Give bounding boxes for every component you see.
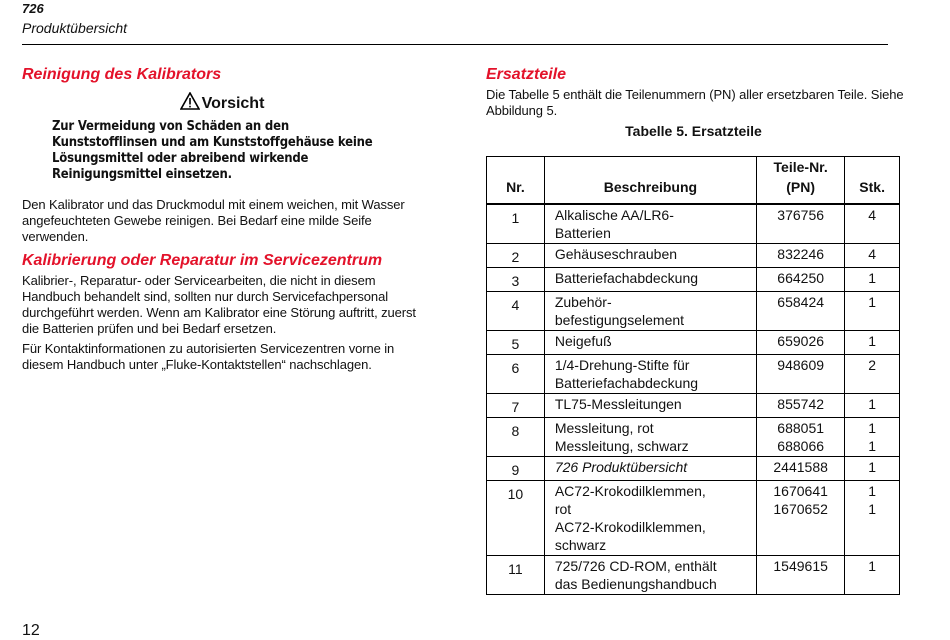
- right-column: [486, 66, 906, 139]
- table-row: [487, 355, 900, 394]
- table-row: [487, 457, 900, 481]
- description-line: Messleitung, rot: [554, 420, 654, 436]
- table-row: [487, 418, 900, 457]
- table-row: [487, 268, 900, 292]
- cell-nr: 7: [487, 394, 545, 418]
- quantity-value: 2: [868, 357, 877, 373]
- header-model: 726: [22, 1, 44, 16]
- description-line: Neigefuß: [554, 333, 612, 349]
- caution-label: Vorsicht: [201, 94, 265, 112]
- left-column: [22, 66, 422, 373]
- service-heading: Kalibrierung oder Reparatur im Servicezentrum: [22, 252, 383, 269]
- description-line: Batteriefachabdeckung: [554, 270, 699, 286]
- description-line: AC72-Krokodilklemmen,: [554, 519, 706, 535]
- description-line: das Bedienungshandbuch: [554, 576, 717, 592]
- parts-table-body: [487, 204, 900, 595]
- part-number-value: 2441588: [773, 459, 828, 475]
- table-header-row: [487, 157, 900, 205]
- parts-intro: Die Tabelle 5 enthält die Teilenummern (PN) aller ersetzbaren Teile. Siehe Abbildung 5.: [486, 87, 904, 118]
- cell-nr: 11: [487, 556, 545, 595]
- table-row: [487, 331, 900, 355]
- cell-description: [544, 244, 756, 268]
- table-row: [487, 292, 900, 331]
- caution-heading: [22, 92, 422, 115]
- part-number-value: 658424: [777, 294, 825, 310]
- cell-quantity: [845, 244, 900, 268]
- parts-table: [486, 156, 900, 595]
- cell-description: [544, 355, 756, 394]
- cell-part-number: [757, 481, 845, 556]
- description-line: Messleitung, schwarz: [554, 438, 689, 454]
- description-line: TL75-Messleitungen: [554, 396, 682, 412]
- cell-description: [544, 268, 756, 292]
- cell-quantity: [845, 292, 900, 331]
- cell-description: [544, 331, 756, 355]
- description-line: Zubehör-: [554, 294, 612, 310]
- quantity-value: 1: [868, 396, 877, 412]
- cell-quantity: [845, 355, 900, 394]
- part-number-value: 855742: [777, 396, 825, 412]
- description-line: 725/726 CD-ROM, enthält: [554, 558, 717, 574]
- quantity-value: 1: [868, 270, 877, 286]
- cell-part-number: [757, 204, 845, 244]
- table-row: [487, 481, 900, 556]
- header-nr: Nr.: [487, 157, 545, 205]
- table-row: [487, 204, 900, 244]
- cell-nr: 8: [487, 418, 545, 457]
- cell-part-number: [757, 355, 845, 394]
- cell-quantity: [845, 394, 900, 418]
- cell-nr: 10: [487, 481, 545, 556]
- description-line: AC72-Krokodilklemmen,: [554, 483, 706, 499]
- cell-nr: 4: [487, 292, 545, 331]
- cell-quantity: [845, 457, 900, 481]
- quantity-value: 1: [868, 294, 877, 310]
- cleaning-text: Den Kalibrator und das Druckmodul mit einem weichen, mit Wasser angefeuchteten Gewebe reinigen. Bei Bedarf eine milde Seife verwenden.: [22, 197, 405, 244]
- part-number-value: 1549615: [773, 558, 828, 574]
- cell-part-number: [757, 418, 845, 457]
- description-line: 726 Produktübersicht: [554, 459, 688, 475]
- cell-quantity: [845, 204, 900, 244]
- cell-part-number: [757, 292, 845, 331]
- part-number-value: 664250: [777, 270, 825, 286]
- cell-quantity: [845, 331, 900, 355]
- cell-quantity: [845, 556, 900, 595]
- description-line: Alkalische AA/LR6-: [554, 207, 674, 223]
- cell-part-number: [757, 331, 845, 355]
- header-description: Beschreibung: [544, 157, 756, 205]
- cell-quantity: [845, 418, 900, 457]
- cell-quantity: [845, 268, 900, 292]
- part-number-value: 1670652: [773, 501, 828, 517]
- cell-description: [544, 292, 756, 331]
- part-number-value: 688066: [777, 438, 825, 454]
- quantity-value: 4: [868, 207, 877, 223]
- description-line: befestigungselement: [554, 312, 685, 328]
- caution-text: Zur Vermeidung von Schäden an den Kunststofflinsen und am Kunststoffgehäuse keine Lösungsmittel oder abreibend wirkende Reinigungsmittel einsetzen.: [52, 119, 373, 182]
- cell-description: [544, 481, 756, 556]
- service-text-2: Für Kontaktinformationen zu autorisierten Servicezentren vorne in diesem Handbuch unter „Fluke-Kontaktstellen“ nachschlagen.: [22, 341, 395, 372]
- quantity-value: 4: [868, 246, 877, 262]
- quantity-value: 1: [868, 333, 877, 349]
- part-number-value: 1670641: [773, 483, 828, 499]
- table-row: [487, 556, 900, 595]
- cell-part-number: [757, 394, 845, 418]
- quantity-value: 1: [868, 420, 877, 436]
- header-part-number-line-1: Teile-Nr.: [773, 159, 828, 175]
- part-number-value: 376756: [777, 207, 825, 223]
- cell-nr: 1: [487, 204, 545, 244]
- quantity-value: 1: [868, 501, 877, 517]
- page-number: 12: [22, 622, 40, 639]
- cell-part-number: [757, 244, 845, 268]
- quantity-value: 1: [868, 438, 877, 454]
- description-line: schwarz: [554, 537, 607, 553]
- table-caption: Tabelle 5. Ersatzteile: [625, 123, 762, 139]
- cell-part-number: [757, 556, 845, 595]
- quantity-value: 1: [868, 558, 877, 574]
- service-text-1: Kalibrier-, Reparatur- oder Servicearbeiten, die nicht in diesem Handbuch behandelt sind, sollten nur durch Servicefachpersonal durchgeführt werden. Wenn am Kalibrator eine Störung auftritt, zuerst die Batterien prüfen und bei Bedarf ersetzen.: [22, 273, 416, 336]
- quantity-value: 1: [868, 459, 877, 475]
- description-line: Batteriefachabdeckung: [554, 375, 699, 391]
- header-divider: [22, 44, 888, 45]
- cell-nr: 3: [487, 268, 545, 292]
- cell-nr: 9: [487, 457, 545, 481]
- part-number-value: 832246: [777, 246, 825, 262]
- warning-triangle-icon: [180, 92, 200, 115]
- part-number-value: 948609: [777, 357, 825, 373]
- cell-nr: 6: [487, 355, 545, 394]
- header-part-number-line-2: (PN): [786, 179, 816, 195]
- description-line: Batterien: [554, 225, 611, 241]
- cell-quantity: [845, 481, 900, 556]
- cell-description: [544, 556, 756, 595]
- cell-description: [544, 394, 756, 418]
- cell-part-number: [757, 457, 845, 481]
- cell-description: [544, 457, 756, 481]
- description-line: 1/4-Drehung-Stifte für: [554, 357, 690, 373]
- table-row: [487, 394, 900, 418]
- parts-heading: Ersatzteile: [486, 66, 567, 83]
- header-part-number: [757, 157, 845, 205]
- cell-nr: 5: [487, 331, 545, 355]
- cell-description: [544, 418, 756, 457]
- header-subtitle: Produktübersicht: [22, 20, 128, 36]
- part-number-value: 659026: [777, 333, 825, 349]
- cell-description: [544, 204, 756, 244]
- description-line: Gehäuseschrauben: [554, 246, 678, 262]
- header-quantity: Stk.: [845, 157, 900, 205]
- part-number-value: 688051: [777, 420, 825, 436]
- cell-nr: 2: [487, 244, 545, 268]
- cell-part-number: [757, 268, 845, 292]
- description-line: rot: [554, 501, 572, 517]
- quantity-value: 1: [868, 483, 877, 499]
- table-row: [487, 244, 900, 268]
- cleaning-heading: Reinigung des Kalibrators: [22, 66, 222, 83]
